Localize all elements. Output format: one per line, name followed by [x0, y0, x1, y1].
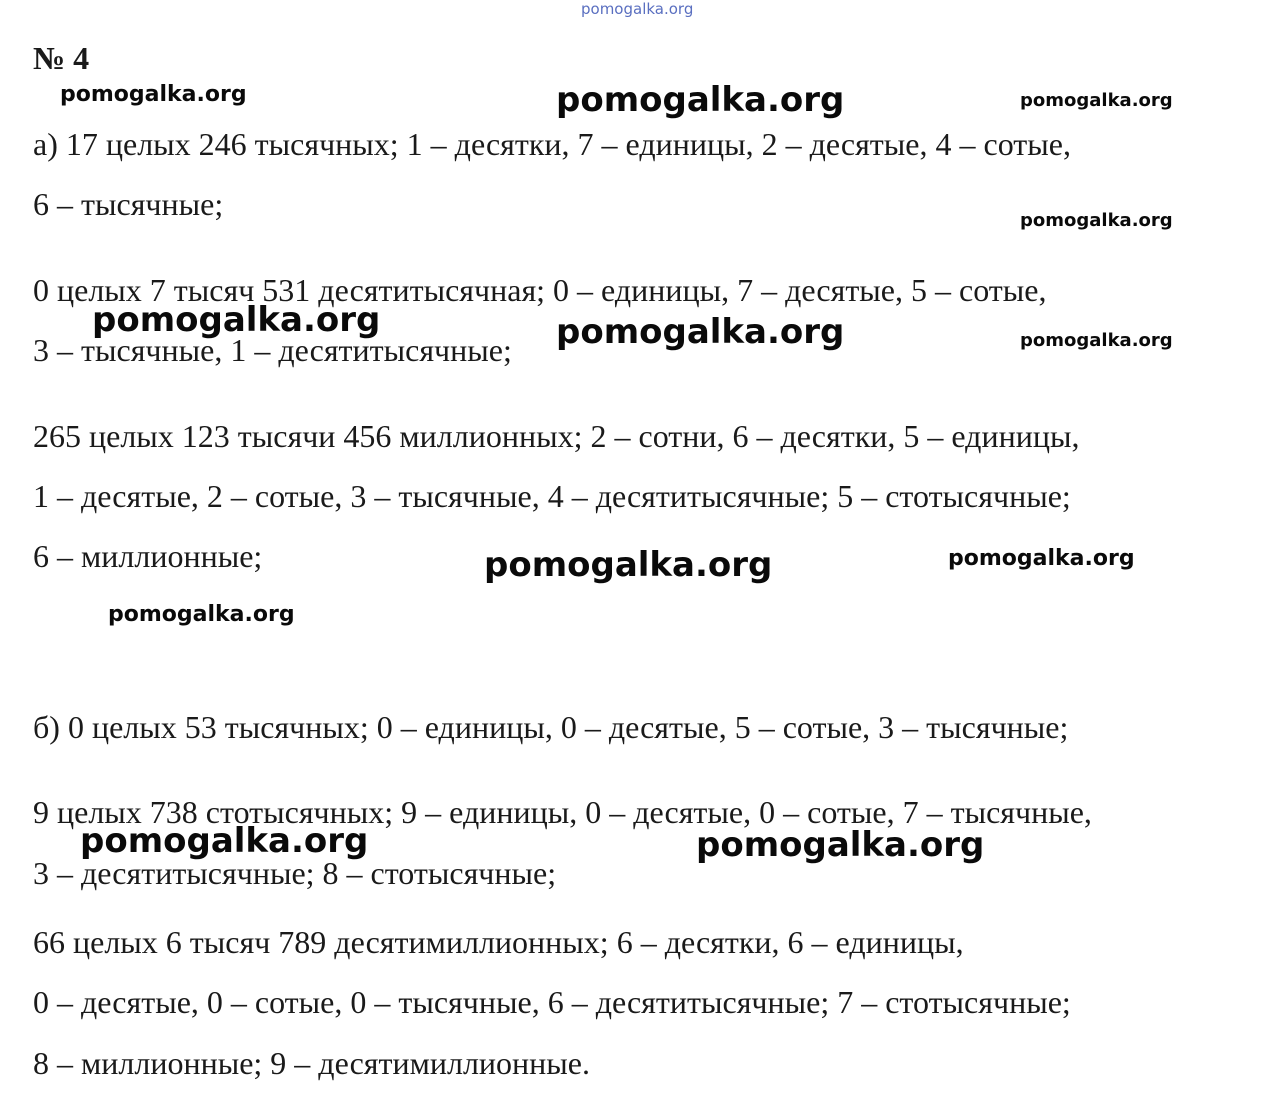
watermark: pomogalka.org: [92, 300, 381, 340]
text-line: 3 – десятитысячные; 8 – стотысячные;: [33, 855, 557, 891]
watermark: pomogalka.org: [80, 821, 369, 861]
text-line: б) 0 целых 53 тысячных; 0 – единицы, 0 – десятые, 5 – сотые, 3 – тысячные;: [33, 709, 1069, 745]
watermark: pomogalka.org: [556, 312, 845, 352]
watermark: pomogalka.org: [948, 546, 1135, 571]
text-line: 9 целых 738 стотысячных; 9 – единицы, 0 – десятые, 0 – сотые, 7 – тысячные,: [33, 794, 1092, 830]
text-line: а) 17 целых 246 тысячных; 1 – десятки, 7 – единицы, 2 – десятые, 4 – сотые,: [33, 126, 1071, 162]
watermark: pomogalka.org: [1020, 210, 1173, 231]
watermark: pomogalka.org: [556, 80, 845, 120]
header-watermark: pomogalka.org: [581, 0, 694, 18]
watermark: pomogalka.org: [1020, 330, 1173, 351]
text-line: 6 – тысячные;: [33, 186, 224, 222]
text-line: 3 – тысячные, 1 – десятитысячные;: [33, 332, 512, 368]
text-line: 8 – миллионные; 9 – десятимиллионные.: [33, 1045, 590, 1081]
text-line: 1 – десятые, 2 – сотые, 3 – тысячные, 4 – десятитысячные; 5 – стотысячные;: [33, 478, 1071, 514]
text-line: 0 целых 7 тысяч 531 десятитысячная; 0 – единицы, 7 – десятые, 5 – сотые,: [33, 272, 1047, 308]
text-line: 0 – десятые, 0 – сотые, 0 – тысячные, 6 – десятитысячные; 7 – стотысячные;: [33, 984, 1071, 1020]
watermark: pomogalka.org: [484, 545, 773, 585]
exercise-number: № 4: [33, 40, 90, 76]
watermark: pomogalka.org: [60, 82, 247, 107]
watermark: pomogalka.org: [696, 825, 985, 865]
text-line: 265 целых 123 тысячи 456 миллионных; 2 – сотни, 6 – десятки, 5 – единицы,: [33, 418, 1080, 454]
watermark: pomogalka.org: [1020, 90, 1173, 111]
watermark: pomogalka.org: [108, 602, 295, 627]
text-line: 6 – миллионные;: [33, 538, 263, 574]
text-line: 66 целых 6 тысяч 789 десятимиллионных; 6 – десятки, 6 – единицы,: [33, 924, 964, 960]
